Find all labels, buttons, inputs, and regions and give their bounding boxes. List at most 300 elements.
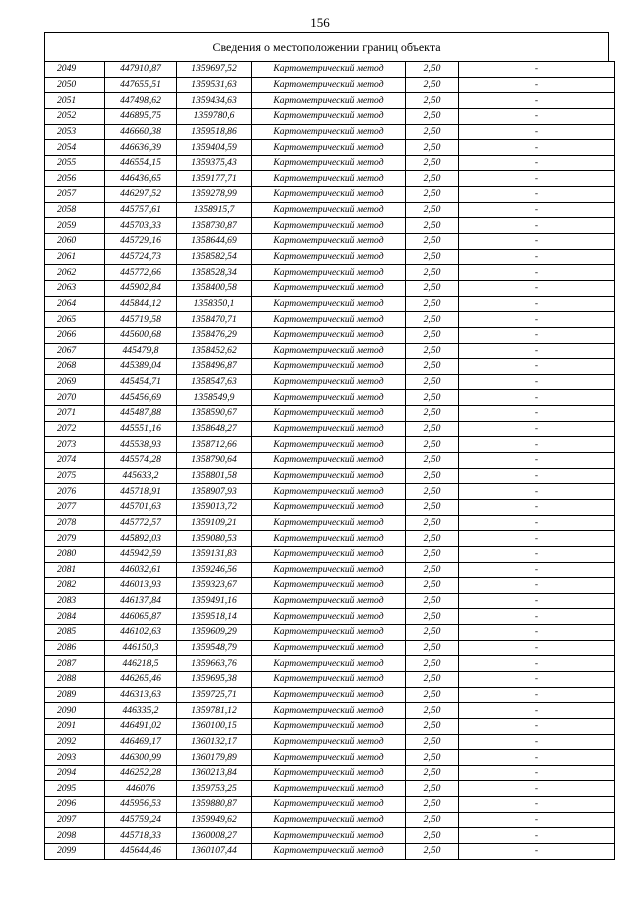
cell-method: Картометрический метод bbox=[252, 280, 406, 296]
cell-point-number: 2091 bbox=[45, 718, 105, 734]
table-row bbox=[45, 797, 615, 813]
cell-point-number: 2070 bbox=[45, 390, 105, 406]
cell-note: - bbox=[459, 406, 615, 422]
cell-coord-x: 445633,2 bbox=[105, 468, 177, 484]
table-row bbox=[45, 844, 615, 860]
table-row bbox=[45, 531, 615, 547]
cell-accuracy: 2,50 bbox=[406, 280, 459, 296]
cell-coord-x: 446065,87 bbox=[105, 609, 177, 625]
boundary-table-frame bbox=[44, 32, 609, 860]
cell-point-number: 2056 bbox=[45, 171, 105, 187]
cell-accuracy: 2,50 bbox=[406, 625, 459, 641]
cell-note: - bbox=[459, 421, 615, 437]
cell-accuracy: 2,50 bbox=[406, 484, 459, 500]
cell-coord-x: 445772,57 bbox=[105, 515, 177, 531]
cell-note: - bbox=[459, 546, 615, 562]
table-row bbox=[45, 609, 615, 625]
table-row bbox=[45, 687, 615, 703]
cell-method: Картометрический метод bbox=[252, 499, 406, 515]
cell-point-number: 2084 bbox=[45, 609, 105, 625]
cell-coord-y: 1359531,63 bbox=[177, 77, 252, 93]
cell-note: - bbox=[459, 562, 615, 578]
cell-coord-x: 445644,46 bbox=[105, 844, 177, 860]
cell-accuracy: 2,50 bbox=[406, 781, 459, 797]
cell-point-number: 2062 bbox=[45, 265, 105, 281]
cell-method: Картометрический метод bbox=[252, 93, 406, 109]
cell-coord-y: 1358350,1 bbox=[177, 296, 252, 312]
cell-method: Картометрический метод bbox=[252, 828, 406, 844]
cell-coord-x: 446076 bbox=[105, 781, 177, 797]
cell-note: - bbox=[459, 593, 615, 609]
cell-coord-x: 445574,28 bbox=[105, 453, 177, 469]
cell-accuracy: 2,50 bbox=[406, 108, 459, 124]
table-row bbox=[45, 390, 615, 406]
table-row bbox=[45, 484, 615, 500]
table-row bbox=[45, 406, 615, 422]
cell-point-number: 2080 bbox=[45, 546, 105, 562]
cell-accuracy: 2,50 bbox=[406, 218, 459, 234]
cell-method: Картометрический метод bbox=[252, 234, 406, 250]
cell-coord-y: 1358582,54 bbox=[177, 249, 252, 265]
table-row bbox=[45, 359, 615, 375]
cell-coord-y: 1359109,21 bbox=[177, 515, 252, 531]
cell-note: - bbox=[459, 359, 615, 375]
cell-method: Картометрический метод bbox=[252, 718, 406, 734]
cell-coord-x: 446218,5 bbox=[105, 656, 177, 672]
cell-accuracy: 2,50 bbox=[406, 812, 459, 828]
table-row bbox=[45, 234, 615, 250]
cell-coord-x: 446491,02 bbox=[105, 718, 177, 734]
table-row bbox=[45, 781, 615, 797]
cell-method: Картометрический метод bbox=[252, 625, 406, 641]
cell-accuracy: 2,50 bbox=[406, 578, 459, 594]
cell-note: - bbox=[459, 625, 615, 641]
cell-accuracy: 2,50 bbox=[406, 234, 459, 250]
cell-accuracy: 2,50 bbox=[406, 249, 459, 265]
cell-point-number: 2077 bbox=[45, 499, 105, 515]
cell-coord-x: 446335,2 bbox=[105, 703, 177, 719]
cell-coord-y: 1359131,83 bbox=[177, 546, 252, 562]
cell-method: Картометрический метод bbox=[252, 593, 406, 609]
cell-point-number: 2052 bbox=[45, 108, 105, 124]
cell-coord-x: 445389,04 bbox=[105, 359, 177, 375]
cell-note: - bbox=[459, 703, 615, 719]
cell-coord-x: 445757,61 bbox=[105, 202, 177, 218]
cell-coord-x: 447655,51 bbox=[105, 77, 177, 93]
table-row bbox=[45, 593, 615, 609]
cell-coord-y: 1360213,84 bbox=[177, 765, 252, 781]
table-row bbox=[45, 265, 615, 281]
cell-coord-x: 445703,33 bbox=[105, 218, 177, 234]
cell-coord-y: 1359177,71 bbox=[177, 171, 252, 187]
boundary-points-table bbox=[44, 61, 615, 860]
cell-method: Картометрический метод bbox=[252, 327, 406, 343]
table-row bbox=[45, 280, 615, 296]
cell-point-number: 2071 bbox=[45, 406, 105, 422]
table-row bbox=[45, 218, 615, 234]
cell-coord-x: 445772,66 bbox=[105, 265, 177, 281]
cell-point-number: 2078 bbox=[45, 515, 105, 531]
table-row bbox=[45, 296, 615, 312]
cell-method: Картометрический метод bbox=[252, 640, 406, 656]
cell-method: Картометрический метод bbox=[252, 155, 406, 171]
cell-point-number: 2085 bbox=[45, 625, 105, 641]
cell-accuracy: 2,50 bbox=[406, 468, 459, 484]
cell-accuracy: 2,50 bbox=[406, 453, 459, 469]
cell-note: - bbox=[459, 844, 615, 860]
cell-method: Картометрический метод bbox=[252, 343, 406, 359]
cell-method: Картометрический метод bbox=[252, 124, 406, 140]
cell-accuracy: 2,50 bbox=[406, 765, 459, 781]
cell-method: Картометрический метод bbox=[252, 844, 406, 860]
cell-coord-x: 445538,93 bbox=[105, 437, 177, 453]
cell-point-number: 2095 bbox=[45, 781, 105, 797]
cell-note: - bbox=[459, 312, 615, 328]
cell-note: - bbox=[459, 671, 615, 687]
cell-note: - bbox=[459, 781, 615, 797]
table-row bbox=[45, 171, 615, 187]
cell-note: - bbox=[459, 171, 615, 187]
cell-coord-y: 1358790,64 bbox=[177, 453, 252, 469]
table-row bbox=[45, 828, 615, 844]
cell-coord-x: 446436,65 bbox=[105, 171, 177, 187]
cell-coord-x: 445942,59 bbox=[105, 546, 177, 562]
table-row bbox=[45, 578, 615, 594]
cell-coord-y: 1358590,67 bbox=[177, 406, 252, 422]
cell-method: Картометрический метод bbox=[252, 374, 406, 390]
cell-note: - bbox=[459, 265, 615, 281]
cell-note: - bbox=[459, 249, 615, 265]
cell-coord-y: 1358400,58 bbox=[177, 280, 252, 296]
cell-point-number: 2092 bbox=[45, 734, 105, 750]
cell-coord-y: 1359949,62 bbox=[177, 812, 252, 828]
table-row bbox=[45, 421, 615, 437]
table-row bbox=[45, 453, 615, 469]
cell-coord-y: 1359781,12 bbox=[177, 703, 252, 719]
table-row bbox=[45, 750, 615, 766]
cell-note: - bbox=[459, 390, 615, 406]
cell-coord-x: 446102,63 bbox=[105, 625, 177, 641]
cell-accuracy: 2,50 bbox=[406, 562, 459, 578]
cell-coord-x: 445902,84 bbox=[105, 280, 177, 296]
cell-note: - bbox=[459, 468, 615, 484]
cell-coord-x: 445718,33 bbox=[105, 828, 177, 844]
cell-coord-y: 1359080,53 bbox=[177, 531, 252, 547]
cell-method: Картометрический метод bbox=[252, 312, 406, 328]
cell-point-number: 2097 bbox=[45, 812, 105, 828]
cell-accuracy: 2,50 bbox=[406, 844, 459, 860]
cell-coord-x: 447498,62 bbox=[105, 93, 177, 109]
cell-method: Картометрический метод bbox=[252, 265, 406, 281]
cell-coord-y: 1358547,63 bbox=[177, 374, 252, 390]
cell-accuracy: 2,50 bbox=[406, 797, 459, 813]
cell-coord-y: 1359246,56 bbox=[177, 562, 252, 578]
cell-point-number: 2055 bbox=[45, 155, 105, 171]
cell-method: Картометрический метод bbox=[252, 218, 406, 234]
cell-coord-y: 1359880,87 bbox=[177, 797, 252, 813]
table-row bbox=[45, 187, 615, 203]
cell-note: - bbox=[459, 234, 615, 250]
cell-note: - bbox=[459, 765, 615, 781]
cell-accuracy: 2,50 bbox=[406, 77, 459, 93]
cell-coord-x: 445479,8 bbox=[105, 343, 177, 359]
cell-note: - bbox=[459, 718, 615, 734]
cell-accuracy: 2,50 bbox=[406, 296, 459, 312]
cell-coord-x: 445600,68 bbox=[105, 327, 177, 343]
cell-coord-y: 1358907,93 bbox=[177, 484, 252, 500]
cell-point-number: 2058 bbox=[45, 202, 105, 218]
cell-method: Картометрический метод bbox=[252, 421, 406, 437]
cell-note: - bbox=[459, 812, 615, 828]
cell-coord-y: 1358644,69 bbox=[177, 234, 252, 250]
cell-method: Картометрический метод bbox=[252, 108, 406, 124]
cell-note: - bbox=[459, 578, 615, 594]
cell-note: - bbox=[459, 296, 615, 312]
cell-point-number: 2093 bbox=[45, 750, 105, 766]
cell-point-number: 2060 bbox=[45, 234, 105, 250]
cell-method: Картометрический метод bbox=[252, 62, 406, 78]
section-title: Сведения о местоположении границ объекта bbox=[44, 32, 609, 61]
cell-coord-y: 1360132,17 bbox=[177, 734, 252, 750]
table-row bbox=[45, 562, 615, 578]
cell-accuracy: 2,50 bbox=[406, 359, 459, 375]
cell-point-number: 2094 bbox=[45, 765, 105, 781]
cell-point-number: 2068 bbox=[45, 359, 105, 375]
cell-method: Картометрический метод bbox=[252, 515, 406, 531]
cell-note: - bbox=[459, 108, 615, 124]
cell-coord-y: 1359518,14 bbox=[177, 609, 252, 625]
cell-coord-y: 1358730,87 bbox=[177, 218, 252, 234]
cell-point-number: 2083 bbox=[45, 593, 105, 609]
cell-point-number: 2059 bbox=[45, 218, 105, 234]
table-row bbox=[45, 327, 615, 343]
cell-note: - bbox=[459, 609, 615, 625]
cell-method: Картометрический метод bbox=[252, 296, 406, 312]
cell-method: Картометрический метод bbox=[252, 202, 406, 218]
cell-coord-y: 1359609,29 bbox=[177, 625, 252, 641]
cell-accuracy: 2,50 bbox=[406, 609, 459, 625]
cell-coord-x: 446313,63 bbox=[105, 687, 177, 703]
cell-point-number: 2069 bbox=[45, 374, 105, 390]
table-row bbox=[45, 734, 615, 750]
cell-note: - bbox=[459, 499, 615, 515]
cell-coord-x: 446636,39 bbox=[105, 140, 177, 156]
cell-method: Картометрический метод bbox=[252, 671, 406, 687]
table-row bbox=[45, 640, 615, 656]
cell-note: - bbox=[459, 343, 615, 359]
cell-accuracy: 2,50 bbox=[406, 515, 459, 531]
cell-note: - bbox=[459, 656, 615, 672]
cell-point-number: 2066 bbox=[45, 327, 105, 343]
cell-note: - bbox=[459, 797, 615, 813]
table-row bbox=[45, 77, 615, 93]
table-row bbox=[45, 108, 615, 124]
cell-coord-x: 446554,15 bbox=[105, 155, 177, 171]
cell-coord-y: 1359780,6 bbox=[177, 108, 252, 124]
cell-coord-x: 445719,58 bbox=[105, 312, 177, 328]
table-row bbox=[45, 312, 615, 328]
cell-accuracy: 2,50 bbox=[406, 171, 459, 187]
cell-accuracy: 2,50 bbox=[406, 531, 459, 547]
table-row bbox=[45, 671, 615, 687]
cell-point-number: 2067 bbox=[45, 343, 105, 359]
cell-coord-y: 1358476,29 bbox=[177, 327, 252, 343]
cell-coord-y: 1360107,44 bbox=[177, 844, 252, 860]
table-row bbox=[45, 718, 615, 734]
cell-accuracy: 2,50 bbox=[406, 734, 459, 750]
table-row bbox=[45, 703, 615, 719]
cell-method: Картометрический метод bbox=[252, 578, 406, 594]
cell-coord-y: 1359278,99 bbox=[177, 187, 252, 203]
cell-point-number: 2079 bbox=[45, 531, 105, 547]
table-row bbox=[45, 343, 615, 359]
cell-method: Картометрический метод bbox=[252, 781, 406, 797]
cell-coord-y: 1359697,52 bbox=[177, 62, 252, 78]
cell-coord-x: 446297,52 bbox=[105, 187, 177, 203]
cell-note: - bbox=[459, 62, 615, 78]
cell-point-number: 2061 bbox=[45, 249, 105, 265]
cell-coord-y: 1359375,43 bbox=[177, 155, 252, 171]
cell-accuracy: 2,50 bbox=[406, 703, 459, 719]
cell-coord-y: 1358528,34 bbox=[177, 265, 252, 281]
table-row bbox=[45, 202, 615, 218]
table-row bbox=[45, 124, 615, 140]
cell-accuracy: 2,50 bbox=[406, 187, 459, 203]
cell-note: - bbox=[459, 515, 615, 531]
cell-coord-y: 1359323,67 bbox=[177, 578, 252, 594]
cell-point-number: 2086 bbox=[45, 640, 105, 656]
cell-accuracy: 2,50 bbox=[406, 390, 459, 406]
cell-coord-y: 1358801,58 bbox=[177, 468, 252, 484]
cell-coord-x: 445718,91 bbox=[105, 484, 177, 500]
cell-coord-x: 446660,38 bbox=[105, 124, 177, 140]
cell-method: Картометрический метод bbox=[252, 406, 406, 422]
cell-accuracy: 2,50 bbox=[406, 437, 459, 453]
cell-coord-x: 445956,53 bbox=[105, 797, 177, 813]
cell-coord-y: 1359753,25 bbox=[177, 781, 252, 797]
cell-coord-y: 1359434,63 bbox=[177, 93, 252, 109]
cell-point-number: 2096 bbox=[45, 797, 105, 813]
cell-method: Картометрический метод bbox=[252, 249, 406, 265]
cell-coord-x: 447910,87 bbox=[105, 62, 177, 78]
cell-method: Картометрический метод bbox=[252, 812, 406, 828]
cell-method: Картометрический метод bbox=[252, 687, 406, 703]
cell-method: Картометрический метод bbox=[252, 77, 406, 93]
cell-accuracy: 2,50 bbox=[406, 265, 459, 281]
cell-method: Картометрический метод bbox=[252, 765, 406, 781]
cell-accuracy: 2,50 bbox=[406, 327, 459, 343]
cell-coord-y: 1359491,16 bbox=[177, 593, 252, 609]
table-row bbox=[45, 812, 615, 828]
cell-accuracy: 2,50 bbox=[406, 499, 459, 515]
cell-method: Картометрический метод bbox=[252, 484, 406, 500]
cell-note: - bbox=[459, 828, 615, 844]
table-row bbox=[45, 374, 615, 390]
cell-accuracy: 2,50 bbox=[406, 202, 459, 218]
cell-accuracy: 2,50 bbox=[406, 828, 459, 844]
cell-coord-x: 446252,28 bbox=[105, 765, 177, 781]
cell-method: Картометрический метод bbox=[252, 453, 406, 469]
cell-accuracy: 2,50 bbox=[406, 406, 459, 422]
cell-point-number: 2074 bbox=[45, 453, 105, 469]
cell-coord-x: 445729,16 bbox=[105, 234, 177, 250]
cell-note: - bbox=[459, 734, 615, 750]
cell-note: - bbox=[459, 202, 615, 218]
cell-method: Картометрический метод bbox=[252, 390, 406, 406]
table-row bbox=[45, 155, 615, 171]
cell-accuracy: 2,50 bbox=[406, 640, 459, 656]
cell-coord-x: 446013,93 bbox=[105, 578, 177, 594]
cell-method: Картометрический метод bbox=[252, 468, 406, 484]
cell-coord-x: 445454,71 bbox=[105, 374, 177, 390]
cell-point-number: 2099 bbox=[45, 844, 105, 860]
cell-note: - bbox=[459, 140, 615, 156]
cell-coord-x: 446265,46 bbox=[105, 671, 177, 687]
cell-point-number: 2087 bbox=[45, 656, 105, 672]
cell-accuracy: 2,50 bbox=[406, 750, 459, 766]
cell-note: - bbox=[459, 327, 615, 343]
cell-point-number: 2072 bbox=[45, 421, 105, 437]
table-row bbox=[45, 625, 615, 641]
cell-note: - bbox=[459, 531, 615, 547]
cell-note: - bbox=[459, 93, 615, 109]
cell-accuracy: 2,50 bbox=[406, 656, 459, 672]
cell-point-number: 2050 bbox=[45, 77, 105, 93]
cell-accuracy: 2,50 bbox=[406, 593, 459, 609]
table-row bbox=[45, 249, 615, 265]
cell-point-number: 2081 bbox=[45, 562, 105, 578]
cell-accuracy: 2,50 bbox=[406, 62, 459, 78]
table-row bbox=[45, 140, 615, 156]
cell-method: Картометрический метод bbox=[252, 359, 406, 375]
cell-note: - bbox=[459, 77, 615, 93]
cell-point-number: 2089 bbox=[45, 687, 105, 703]
cell-method: Картометрический метод bbox=[252, 609, 406, 625]
cell-method: Картометрический метод bbox=[252, 656, 406, 672]
cell-coord-x: 445759,24 bbox=[105, 812, 177, 828]
cell-coord-y: 1358496,87 bbox=[177, 359, 252, 375]
cell-accuracy: 2,50 bbox=[406, 687, 459, 703]
cell-point-number: 2090 bbox=[45, 703, 105, 719]
cell-note: - bbox=[459, 374, 615, 390]
cell-method: Картометрический метод bbox=[252, 437, 406, 453]
cell-coord-y: 1359013,72 bbox=[177, 499, 252, 515]
cell-coord-x: 445456,69 bbox=[105, 390, 177, 406]
cell-point-number: 2088 bbox=[45, 671, 105, 687]
cell-coord-x: 446150,3 bbox=[105, 640, 177, 656]
cell-note: - bbox=[459, 687, 615, 703]
table-row bbox=[45, 765, 615, 781]
cell-coord-x: 446032,61 bbox=[105, 562, 177, 578]
cell-coord-y: 1358915,7 bbox=[177, 202, 252, 218]
cell-accuracy: 2,50 bbox=[406, 93, 459, 109]
cell-note: - bbox=[459, 155, 615, 171]
cell-method: Картометрический метод bbox=[252, 797, 406, 813]
cell-method: Картометрический метод bbox=[252, 546, 406, 562]
cell-accuracy: 2,50 bbox=[406, 546, 459, 562]
cell-accuracy: 2,50 bbox=[406, 421, 459, 437]
cell-note: - bbox=[459, 640, 615, 656]
cell-coord-y: 1358452,62 bbox=[177, 343, 252, 359]
cell-point-number: 2051 bbox=[45, 93, 105, 109]
cell-method: Картометрический метод bbox=[252, 187, 406, 203]
cell-coord-y: 1359404,59 bbox=[177, 140, 252, 156]
cell-accuracy: 2,50 bbox=[406, 343, 459, 359]
cell-point-number: 2049 bbox=[45, 62, 105, 78]
cell-accuracy: 2,50 bbox=[406, 155, 459, 171]
cell-point-number: 2075 bbox=[45, 468, 105, 484]
cell-coord-y: 1359548,79 bbox=[177, 640, 252, 656]
